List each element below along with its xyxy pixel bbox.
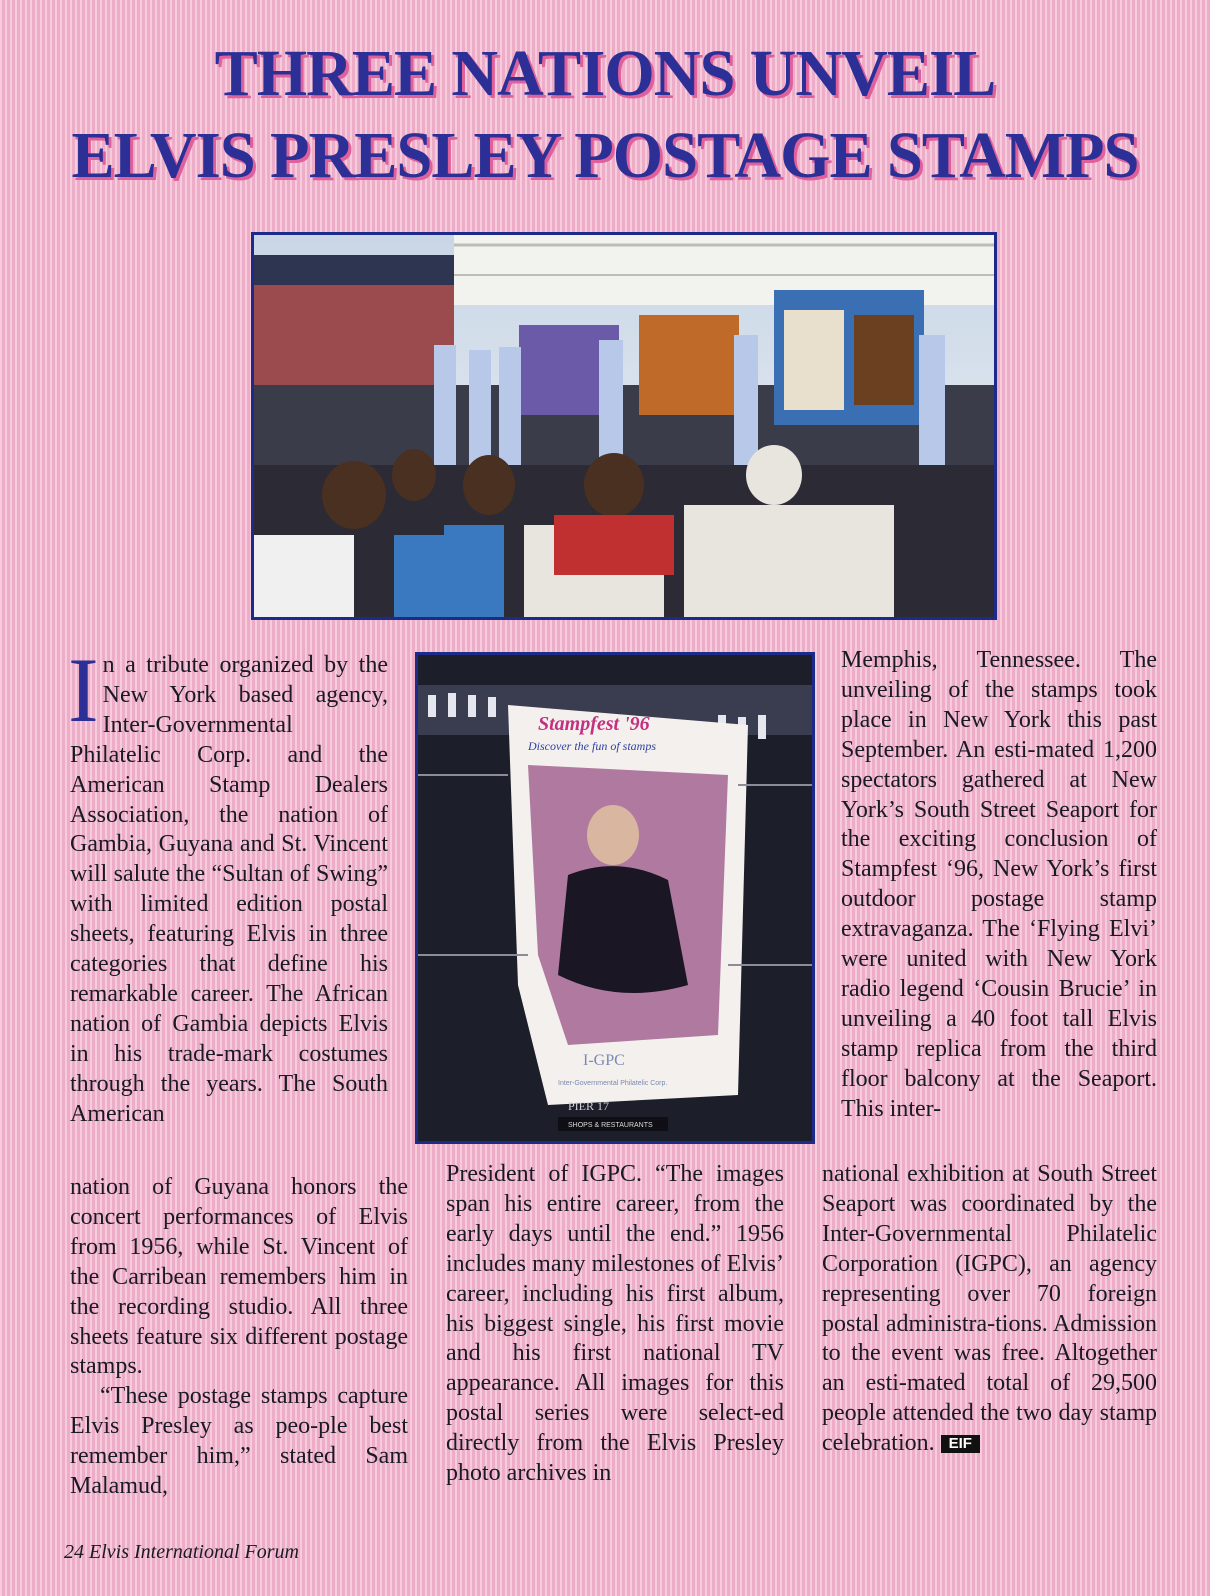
- banner-subtitle: Discover the fun of stamps: [528, 739, 656, 753]
- article-column-2: [446, 1160, 784, 1489]
- article-paragraph: national exhibition at South Street Seaport was coordinated by the Inter-Governmental Philatelic Corporation (IGPC), an agency representing over 70 foreign postal administra-tions. Admission to the event was free. Altogether an esti-mated total of 29,500 people attended the two day stamp celebration.: [822, 1161, 1157, 1457]
- banner-title: Stampfest '96: [538, 713, 650, 735]
- headline-line-1: THREE NATIONS UNVEIL: [214, 37, 996, 110]
- banner-logo: I-GPC: [583, 1052, 625, 1069]
- headline-line-2: ELVIS PRESLEY POSTAGE STAMPS: [71, 119, 1139, 192]
- stamp-replica-photo: [415, 652, 815, 1144]
- drop-cap: I: [68, 639, 99, 741]
- page-footer: [64, 1541, 299, 1564]
- article-intro-text: n a tribute organized by the New York based agency, Inter-Governmental Philatelic Corp. and the American Stamp Dealers Association, the nation of Gambia, Guyana and St. Vincent will salute the “Sultan of Swing” with limited edition postal sheets, featuring Elvis in three categories that define his remarkable career. The African nation of Gambia depicts Elvis in his trade-mark costumes through the years. The South American: [70, 652, 388, 1127]
- article-paragraph: Memphis, Tennessee. The unveiling of the stamps took place in New York this past September. An esti-mated 1,200 spectators gathered at New York’s South Street Seaport for the exciting conclusion of Stampfest ‘96, New York’s first outdoor postage stamp extravaganza. The ‘Flying Elvi’ were united with New York radio legend ‘Cousin Brucie’ in unveiling a 40 foot tall Elvis stamp replica from the third floor balcony at the Seaport. This inter-: [841, 647, 1157, 1122]
- banner-logo-sub: Inter-Governmental Philatelic Corp.: [558, 1080, 668, 1087]
- article-column-1: [68, 639, 388, 1130]
- article-quote-paragraph: “These postage stamps capture Elvis Presley as peo-ple best remember him,” stated Sam Malamud,: [70, 1383, 408, 1500]
- stage-photo: [251, 232, 997, 620]
- article-column-1-continued: [70, 1173, 408, 1502]
- article-column-3: [841, 646, 1157, 1125]
- publication-name: Elvis International Forum: [89, 1541, 299, 1563]
- article-paragraph: President of IGPC. “The images span his entire career, from the early days until the end.” 1956 includes many milestones of Elvis’ career, including his first album, his biggest single, his first movie and his first national TV appearance. All images for this postal series were select-ed directly from the Elvis Presley photo archives in: [446, 1161, 784, 1487]
- page-number: 24: [64, 1541, 84, 1563]
- building-name: PIER 17: [568, 1099, 610, 1113]
- building-signage: SHOPS & RESTAURANTS: [568, 1122, 653, 1129]
- article-column-3-continued: [822, 1160, 1157, 1459]
- article-paragraph: nation of Guyana honors the concert performances of Elvis from 1956, while St. Vincent of the Carribean remembers him in the recording studio. All three sheets feature six different postage stamps.: [70, 1174, 408, 1380]
- end-mark-badge: EIF: [941, 1435, 980, 1453]
